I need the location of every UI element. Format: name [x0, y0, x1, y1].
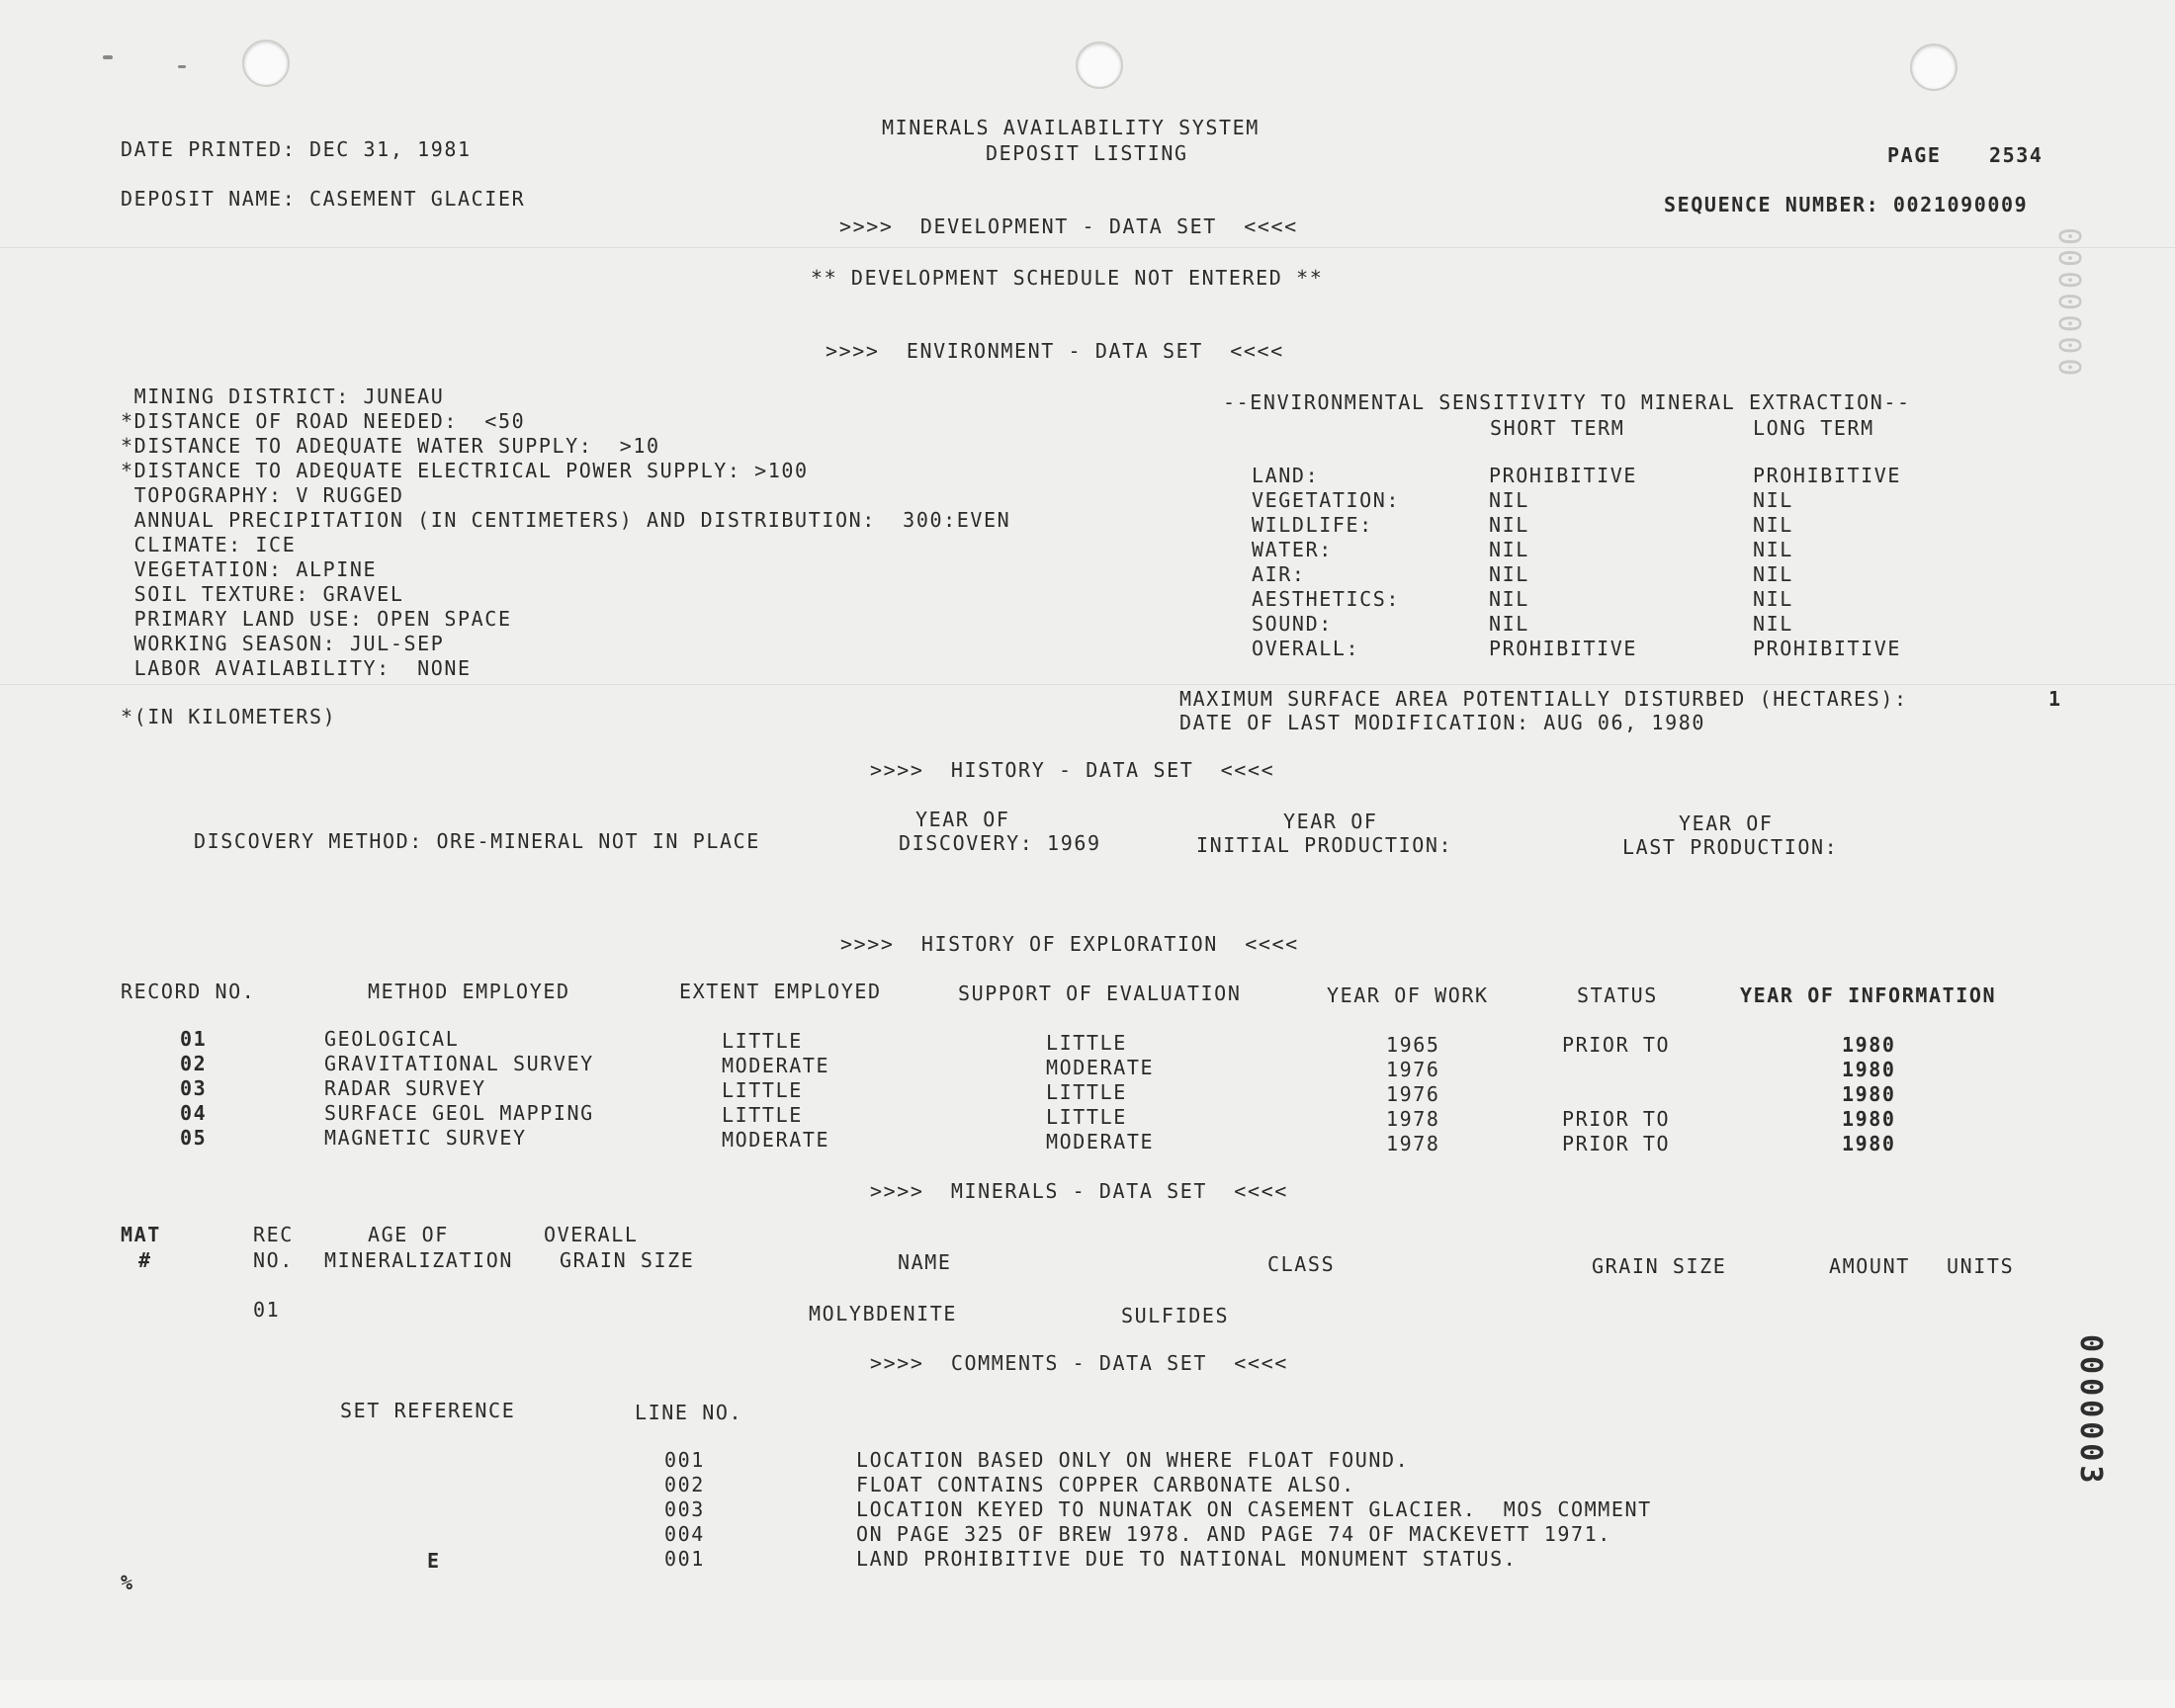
sensitivity-label: AESTHETICS:	[1252, 587, 1401, 611]
sensitivity-short-term: NIL	[1489, 612, 1529, 636]
discovery-year: DISCOVERY: 1969	[899, 831, 1101, 855]
col-status: STATUS	[1577, 983, 1658, 1007]
sensitivity-long-term: PROHIBITIVE	[1753, 464, 1902, 487]
year-of-information: 1980	[1842, 1132, 1896, 1155]
sensitivity-long-term: NIL	[1753, 513, 1793, 537]
page-fold-line	[0, 247, 2175, 248]
environment-section-title: >>>> ENVIRONMENT - DATA SET <<<<	[826, 339, 1284, 363]
mineral-rec-no: 01	[253, 1298, 281, 1322]
sensitivity-short-term: NIL	[1489, 488, 1529, 512]
comment-text: ON PAGE 325 OF BREW 1978. AND PAGE 74 OF MACKEVETT 1971.	[856, 1522, 1611, 1546]
long-term-header: LONG TERM	[1753, 416, 1874, 440]
year-of-label-discovery: YEAR OF	[915, 808, 1010, 831]
sensitivity-short-term: PROHIBITIVE	[1489, 637, 1638, 660]
environment-attribute-line: LABOR AVAILABILITY: NONE	[121, 656, 472, 680]
sensitivity-title: --ENVIRONMENTAL SENSITIVITY TO MINERAL EXTRACTION--	[1223, 390, 1911, 414]
record-no: 04	[180, 1101, 208, 1125]
status: PRIOR TO	[1562, 1033, 1671, 1057]
environment-attribute-line: *DISTANCE TO ADEQUATE WATER SUPPLY: >10	[121, 434, 660, 458]
sensitivity-label: SOUND:	[1252, 612, 1333, 636]
col-mat: MAT	[121, 1223, 161, 1246]
record-no: 05	[180, 1126, 208, 1150]
year-of-label-initial: YEAR OF	[1283, 810, 1378, 833]
sensitivity-label: WATER:	[1252, 538, 1333, 561]
col-amount: AMOUNT	[1829, 1254, 1910, 1278]
comment-line-no: 001	[664, 1448, 705, 1472]
comment-line-no: 001	[664, 1547, 705, 1571]
sensitivity-long-term: NIL	[1753, 612, 1793, 636]
last-production: LAST PRODUCTION:	[1622, 835, 1839, 859]
exploration-section-title: >>>> HISTORY OF EXPLORATION <<<<	[840, 932, 1299, 956]
col-rec-no: NO.	[253, 1248, 294, 1272]
environment-attribute-line: WORKING SEASON: JUL-SEP	[121, 632, 445, 655]
method-employed: RADAR SURVEY	[324, 1076, 486, 1100]
comment-text: LOCATION BASED ONLY ON WHERE FLOAT FOUND.	[856, 1448, 1410, 1472]
col-support-of-evaluation: SUPPORT OF EVALUATION	[958, 982, 1242, 1005]
environment-attribute-line: CLIMATE: ICE	[121, 533, 297, 556]
system-title: MINERALS AVAILABILITY SYSTEM	[882, 116, 1260, 139]
col-mat-number: #	[138, 1248, 152, 1272]
max-surface-area-label: MAXIMUM SURFACE AREA POTENTIALLY DISTURBED (HECTARES):	[1179, 687, 1908, 711]
extent-employed: MODERATE	[722, 1128, 830, 1152]
short-term-header: SHORT TERM	[1490, 416, 1625, 440]
col-line-no: LINE NO.	[635, 1401, 743, 1424]
col-mineralization: MINERALIZATION	[324, 1248, 513, 1272]
support-of-evaluation: MODERATE	[1046, 1056, 1155, 1079]
mineral-class: SULFIDES	[1121, 1304, 1230, 1327]
extent-employed: LITTLE	[722, 1103, 803, 1127]
support-of-evaluation: MODERATE	[1046, 1130, 1155, 1153]
units-footnote: *(IN KILOMETERS)	[121, 705, 337, 728]
development-note: ** DEVELOPMENT SCHEDULE NOT ENTERED **	[811, 266, 1324, 290]
col-extent-employed: EXTENT EMPLOYED	[679, 980, 882, 1003]
col-rec: REC	[253, 1223, 294, 1246]
year-of-work: 1976	[1386, 1058, 1440, 1081]
year-of-information: 1980	[1842, 1058, 1896, 1081]
col-grain-size: GRAIN SIZE	[1592, 1254, 1727, 1278]
col-year-of-information: YEAR OF INFORMATION	[1740, 983, 1997, 1007]
col-set-reference: SET REFERENCE	[340, 1399, 516, 1422]
punch-hole-center	[1076, 42, 1123, 89]
listing-title: DEPOSIT LISTING	[986, 141, 1188, 165]
stamp-upper: 0000000	[2051, 227, 2086, 381]
environment-attribute-line: *DISTANCE OF ROAD NEEDED: <50	[121, 409, 526, 433]
support-of-evaluation: LITTLE	[1046, 1031, 1127, 1055]
year-of-information: 1980	[1842, 1033, 1896, 1057]
environment-attribute-line: VEGETATION: ALPINE	[121, 557, 378, 581]
sensitivity-short-term: PROHIBITIVE	[1489, 464, 1638, 487]
environment-attribute-line: MINING DISTRICT: JUNEAU	[121, 384, 445, 408]
sensitivity-short-term: NIL	[1489, 587, 1529, 611]
comment-line-no: 002	[664, 1473, 705, 1496]
minerals-section-title: >>>> MINERALS - DATA SET <<<<	[870, 1179, 1288, 1203]
support-of-evaluation: LITTLE	[1046, 1105, 1127, 1129]
sensitivity-short-term: NIL	[1489, 538, 1529, 561]
year-of-work: 1965	[1386, 1033, 1440, 1057]
col-units: UNITS	[1947, 1254, 2015, 1278]
sensitivity-short-term: NIL	[1489, 562, 1529, 586]
stamp-lower: 0000003	[2073, 1334, 2108, 1488]
extent-employed: LITTLE	[722, 1029, 803, 1053]
col-age-of: AGE OF	[368, 1223, 449, 1246]
extent-employed: MODERATE	[722, 1054, 830, 1077]
year-of-label-last: YEAR OF	[1679, 811, 1774, 835]
sensitivity-long-term: NIL	[1753, 538, 1793, 561]
method-employed: GRAVITATIONAL SURVEY	[324, 1052, 594, 1075]
comment-line-no: 004	[664, 1522, 705, 1546]
environment-attribute-line: TOPOGRAPHY: V RUGGED	[121, 483, 404, 507]
method-employed: SURFACE GEOL MAPPING	[324, 1101, 594, 1125]
status: PRIOR TO	[1562, 1132, 1671, 1155]
year-of-information: 1980	[1842, 1107, 1896, 1131]
sensitivity-long-term: NIL	[1753, 587, 1793, 611]
footer-mark: %	[121, 1571, 134, 1594]
scan-speck	[103, 55, 113, 59]
year-of-information: 1980	[1842, 1082, 1896, 1106]
sensitivity-label: LAND:	[1252, 464, 1320, 487]
history-section-title: >>>> HISTORY - DATA SET <<<<	[870, 758, 1275, 782]
col-record-no: RECORD NO.	[121, 980, 256, 1003]
sensitivity-label: OVERALL:	[1252, 637, 1360, 660]
environment-attribute-line: SOIL TEXTURE: GRAVEL	[121, 582, 404, 606]
sensitivity-short-term: NIL	[1489, 513, 1529, 537]
col-year-of-work: YEAR OF WORK	[1327, 983, 1489, 1007]
record-no: 01	[180, 1027, 208, 1051]
development-section-title: >>>> DEVELOPMENT - DATA SET <<<<	[839, 214, 1298, 238]
punch-hole-right	[1910, 43, 1958, 91]
col-overall: OVERALL	[544, 1223, 639, 1246]
col-name: NAME	[898, 1250, 952, 1274]
deposit-name: DEPOSIT NAME: CASEMENT GLACIER	[121, 187, 526, 211]
mineral-name: MOLYBDENITE	[809, 1302, 958, 1325]
status: PRIOR TO	[1562, 1107, 1671, 1131]
max-surface-area-value: 1	[2048, 687, 2062, 711]
page-fold-line	[0, 684, 2175, 685]
punch-hole-left	[242, 40, 290, 87]
comment-text: FLOAT CONTAINS COPPER CARBONATE ALSO.	[856, 1473, 1355, 1496]
scan-speck	[178, 65, 186, 68]
year-of-work: 1976	[1386, 1082, 1440, 1106]
record-no: 02	[180, 1052, 208, 1075]
col-method-employed: METHOD EMPLOYED	[368, 980, 570, 1003]
sensitivity-long-term: NIL	[1753, 562, 1793, 586]
comment-line-no: 003	[664, 1497, 705, 1521]
col-class: CLASS	[1267, 1252, 1336, 1276]
sensitivity-long-term: NIL	[1753, 488, 1793, 512]
sequence-number: SEQUENCE NUMBER: 0021090009	[1664, 193, 2029, 216]
record-no: 03	[180, 1076, 208, 1100]
last-modification-date: DATE OF LAST MODIFICATION: AUG 06, 1980	[1179, 711, 1705, 734]
environment-attribute-line: ANNUAL PRECIPITATION (IN CENTIMETERS) AND DISTRIBUTION: 300:EVEN	[121, 508, 1011, 532]
sensitivity-long-term: PROHIBITIVE	[1753, 637, 1902, 660]
initial-production: INITIAL PRODUCTION:	[1196, 833, 1453, 857]
sensitivity-label: WILDLIFE:	[1252, 513, 1373, 537]
col-overall-grain-size: GRAIN SIZE	[560, 1248, 695, 1272]
date-printed: DATE PRINTED: DEC 31, 1981	[121, 137, 472, 161]
sensitivity-label: AIR:	[1252, 562, 1306, 586]
page-number: 2534	[1989, 143, 2044, 167]
comment-text: LAND PROHIBITIVE DUE TO NATIONAL MONUMENT STATUS.	[856, 1547, 1518, 1571]
support-of-evaluation: LITTLE	[1046, 1080, 1127, 1104]
environment-attribute-line: *DISTANCE TO ADEQUATE ELECTRICAL POWER SUPPLY: >100	[121, 459, 809, 482]
method-employed: MAGNETIC SURVEY	[324, 1126, 527, 1150]
year-of-work: 1978	[1386, 1132, 1440, 1155]
extent-employed: LITTLE	[722, 1078, 803, 1102]
year-of-work: 1978	[1386, 1107, 1440, 1131]
comment-set-reference: E	[427, 1549, 441, 1573]
method-employed: GEOLOGICAL	[324, 1027, 460, 1051]
environment-attribute-line: PRIMARY LAND USE: OPEN SPACE	[121, 607, 512, 631]
page-label: PAGE	[1887, 143, 1942, 167]
comments-section-title: >>>> COMMENTS - DATA SET <<<<	[870, 1351, 1288, 1375]
comment-text: LOCATION KEYED TO NUNATAK ON CASEMENT GLACIER. MOS COMMENT	[856, 1497, 1652, 1521]
sensitivity-label: VEGETATION:	[1252, 488, 1401, 512]
discovery-method: DISCOVERY METHOD: ORE-MINERAL NOT IN PLACE	[194, 829, 760, 853]
